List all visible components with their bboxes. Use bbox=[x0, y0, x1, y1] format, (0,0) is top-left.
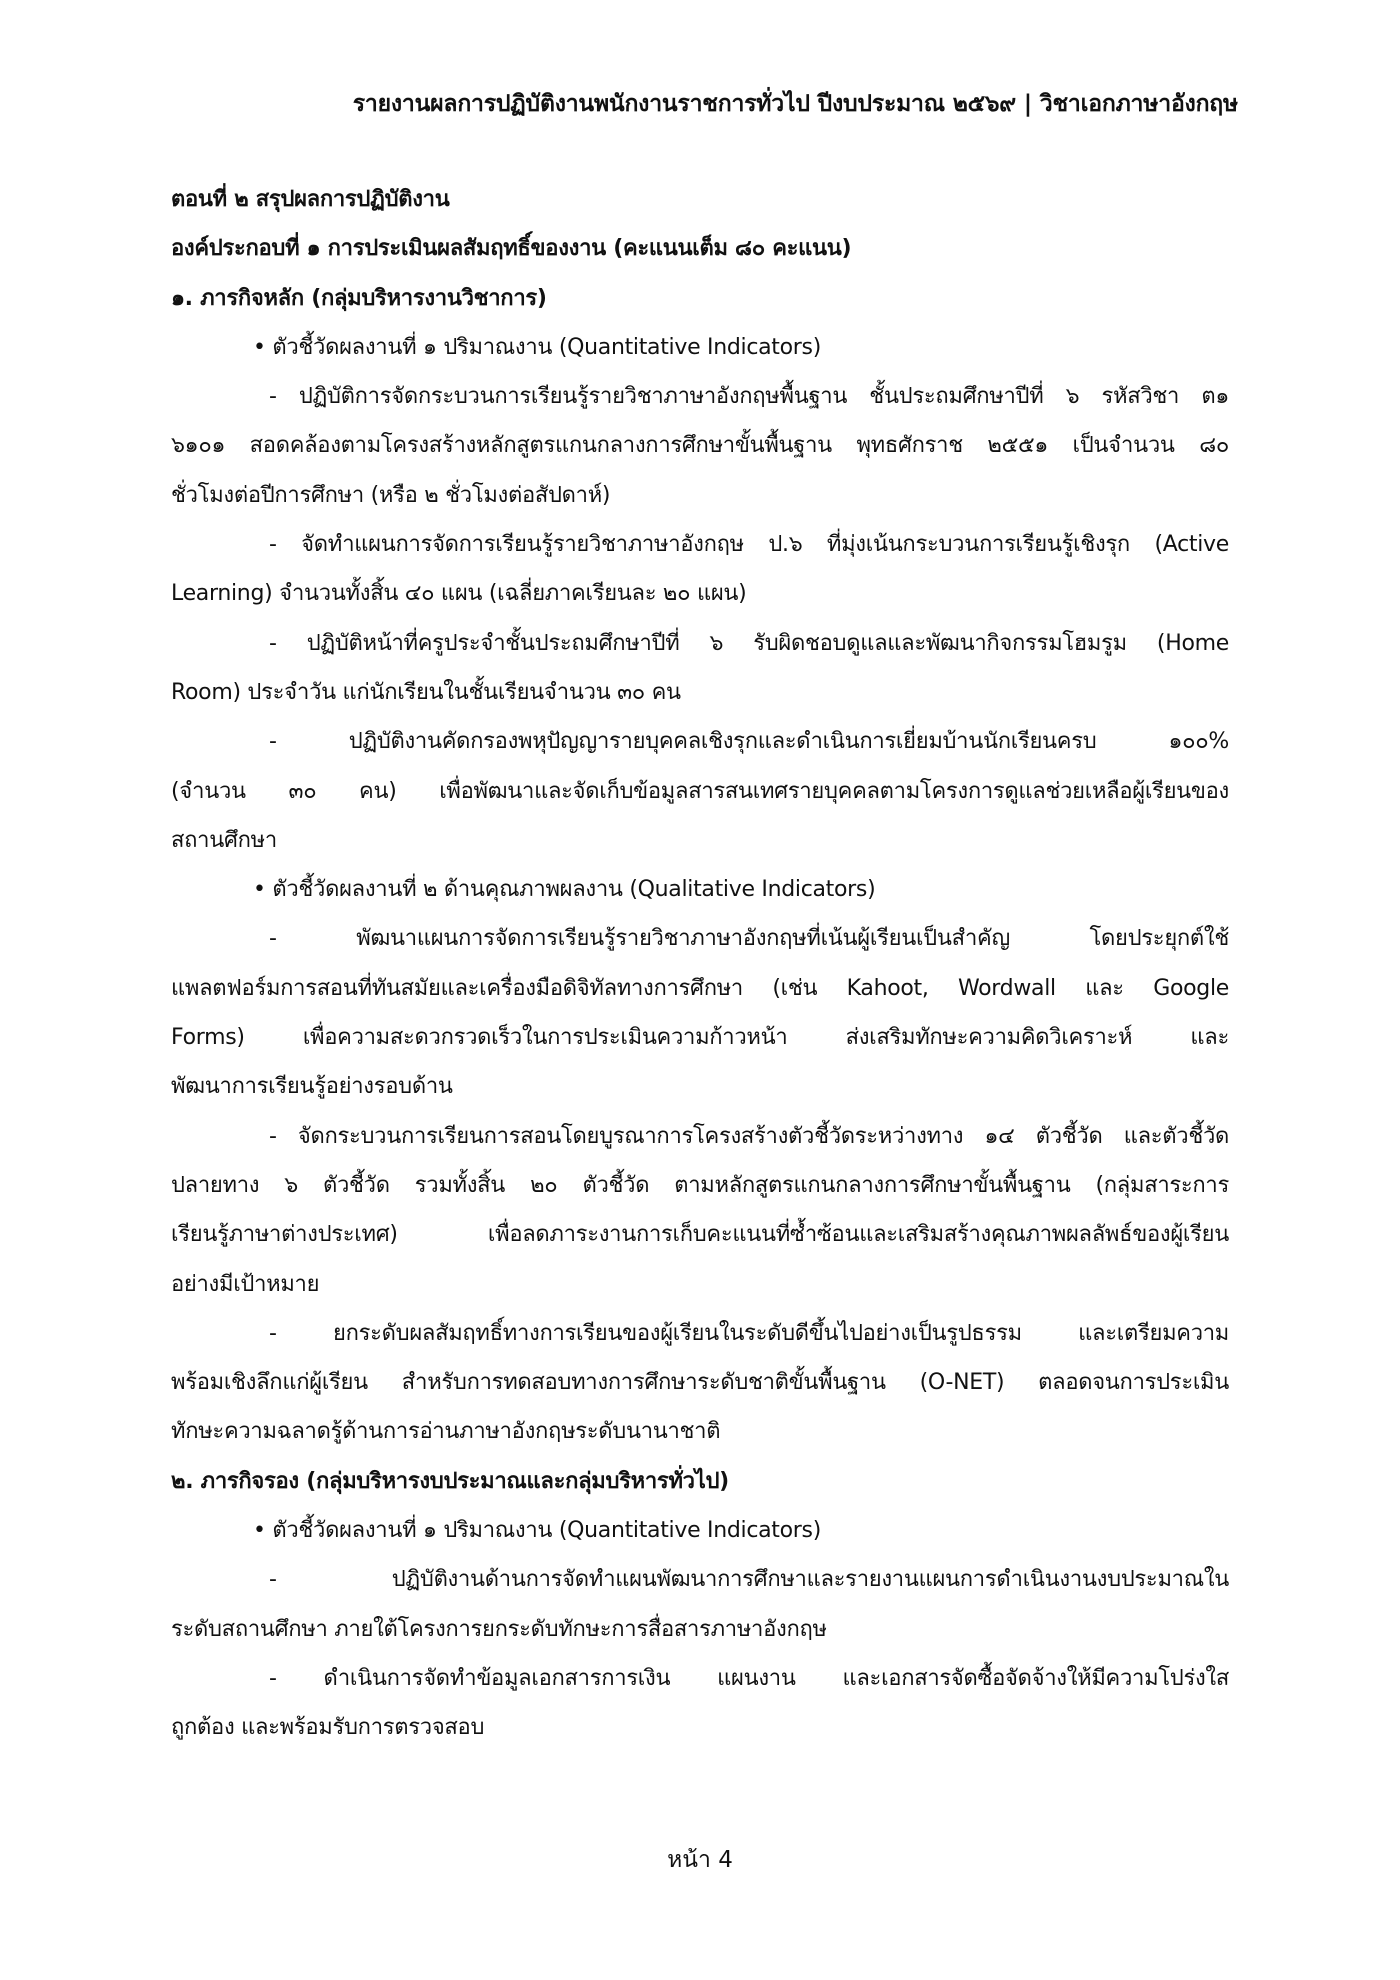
paragraph-line: ชั่วโมงต่อปีการศึกษา (หรือ ๒ ชั่วโมงต่อสัปดาห์) bbox=[171, 482, 611, 508]
paragraph-line: ปลายทาง ๖ ตัวชี้วัด รวมทั้งสิ้น ๒๐ ตัวชี้วัด ตามหลักสูตรแกนกลางการศึกษาขั้นพื้นฐาน (กลุ่มสาระการ bbox=[171, 1172, 1229, 1198]
indicator-1-label: • ตัวชี้วัดผลงานที่ ๑ ปริมาณงาน (Quantitative Indicators) bbox=[253, 1518, 821, 1544]
section-2-title: ๒. ภารกิจรอง (กลุ่มบริหารงบประมาณและกลุ่มบริหารทั่วไป) bbox=[171, 1468, 729, 1494]
paragraph-line: - ปฏิบัติหน้าที่ครูประจำชั้นประถมศึกษาปีที่ ๖ รับผิดชอบดูแลและพัฒนากิจกรรมโฮมรูม (Home bbox=[269, 630, 1229, 656]
paragraph-line: (จำนวน ๓๐ คน) เพื่อพัฒนาและจัดเก็บข้อมูลสารสนเทศรายบุคคลตามโครงการดูแลช่วยเหลือผู้เรียนของ bbox=[171, 778, 1229, 804]
paragraph-line: - จัดทำแผนการจัดการเรียนรู้รายวิชาภาษาอังกฤษ ป.๖ ที่มุ่งเน้นกระบวนการเรียนรู้เชิงรุก (Active bbox=[269, 532, 1229, 558]
paragraph-line: - ยกระดับผลสัมฤทธิ์ทางการเรียนของผู้เรียนในระดับดีขึ้นไปอย่างเป็นรูปธรรม และเตรียมความ bbox=[269, 1320, 1229, 1346]
paragraph-line: เรียนรู้ภาษาต่างประเทศ) เพื่อลดภาระงานการเก็บคะแนนที่ซ้ำซ้อนและเสริมสร้างคุณภาพผลลัพธ์ของผู้เรียน bbox=[171, 1222, 1229, 1248]
list-item bbox=[171, 1112, 1229, 1309]
paragraph-line: Room) ประจำวัน แก่นักเรียนในชั้นเรียนจำนวน ๓๐ คน bbox=[171, 679, 681, 705]
component-title: องค์ประกอบที่ ๑ การประเมินผลสัมฤทธิ์ของงาน (คะแนนเต็ม ๘๐ คะแนน) bbox=[171, 236, 852, 262]
paragraph-line: สถานศึกษา bbox=[171, 827, 277, 853]
paragraph-line: ระดับสถานศึกษา ภายใต้โครงการยกระดับทักษะการสื่อสารภาษาอังกฤษ bbox=[171, 1616, 827, 1642]
part-title: ตอนที่ ๒ สรุปผลการปฏิบัติงาน bbox=[171, 187, 450, 212]
paragraph-line: พร้อมเชิงลึกแก่ผู้เรียน สำหรับการทดสอบทางการศึกษาระดับชาติขั้นพื้นฐาน (O-NET) ตลอดจนการประเมิน bbox=[171, 1370, 1229, 1396]
paragraph-line: - จัดกระบวนการเรียนการสอนโดยบูรณาการโครงสร้างตัวชี้วัดระหว่างทาง ๑๔ ตัวชี้วัด และตัวชี้วัด bbox=[269, 1123, 1229, 1149]
list-item bbox=[171, 520, 1229, 619]
paragraph-line: - ปฏิบัติงานด้านการจัดทำแผนพัฒนาการศึกษาและรายงานแผนการดำเนินงานงบประมาณใน bbox=[269, 1567, 1229, 1593]
paragraph-line: ทักษะความฉลาดรู้ด้านการอ่านภาษาอังกฤษระดับนานาชาติ bbox=[171, 1419, 721, 1445]
paragraph-line: อย่างมีเป้าหมาย bbox=[171, 1271, 320, 1297]
paragraph-line: แพลตฟอร์มการสอนที่ทันสมัยและเครื่องมือดิจิทัลทางการศึกษา (เช่น Kahoot, Wordwall และ Google bbox=[171, 975, 1229, 1001]
paragraph-line: Learning) จำนวนทั้งสิ้น ๔๐ แผน (เฉลี่ยภาคเรียนละ ๒๐ แผน) bbox=[171, 581, 747, 607]
indicator-1-label: • ตัวชี้วัดผลงานที่ ๑ ปริมาณงาน (Quantitative Indicators) bbox=[253, 334, 821, 360]
section-1-title: ๑. ภารกิจหลัก (กลุ่มบริหารงานวิชาการ) bbox=[171, 285, 547, 311]
page-number: หน้า 4 bbox=[667, 1847, 733, 1873]
running-header: รายงานผลการปฏิบัติงานพนักงานราชการทั่วไป ปีงบประมาณ ๒๕๖๙ | วิชาเอกภาษาอังกฤษ bbox=[352, 91, 1238, 117]
paragraph-line: ถูกต้อง และพร้อมรับการตรวจสอบ bbox=[171, 1715, 485, 1741]
list-item bbox=[171, 1555, 1229, 1654]
list-item bbox=[171, 717, 1229, 865]
list-item bbox=[171, 619, 1229, 718]
paragraph-line: Forms) เพื่อความสะดวกรวดเร็วในการประเมินความก้าวหน้า ส่งเสริมทักษะความคิดวิเคราะห์ และ bbox=[171, 1025, 1229, 1051]
list-item bbox=[171, 372, 1229, 520]
list-item bbox=[171, 1309, 1229, 1457]
paragraph-line: - ปฏิบัติงานคัดกรองพหุปัญญารายบุคคลเชิงรุกและดำเนินการเยี่ยมบ้านนักเรียนครบ ๑๐๐% bbox=[269, 729, 1229, 755]
list-item bbox=[171, 1654, 1229, 1753]
paragraph-line: - ปฏิบัติการจัดกระบวนการเรียนรู้รายวิชาภาษาอังกฤษพื้นฐาน ชั้นประถมศึกษาปีที่ ๖ รหัสวิชา ต๑ bbox=[269, 384, 1229, 410]
paragraph-line: พัฒนาการเรียนรู้อย่างรอบด้าน bbox=[171, 1074, 453, 1100]
list-item bbox=[171, 914, 1229, 1111]
report-body bbox=[171, 175, 1229, 1753]
paragraph-line: - ดำเนินการจัดทำข้อมูลเอกสารการเงิน แผนงาน และเอกสารจัดซื้อจัดจ้างให้มีความโปร่งใส bbox=[269, 1665, 1229, 1691]
indicator-2-label: • ตัวชี้วัดผลงานที่ ๒ ด้านคุณภาพผลงาน (Qualitative Indicators) bbox=[253, 877, 876, 903]
paragraph-line: - พัฒนาแผนการจัดการเรียนรู้รายวิชาภาษาอังกฤษที่เน้นผู้เรียนเป็นสำคัญ โดยประยุกต์ใช้ bbox=[269, 926, 1229, 952]
paragraph-line: ๖๑๐๑ สอดคล้องตามโครงสร้างหลักสูตรแกนกลางการศึกษาขั้นพื้นฐาน พุทธศักราช ๒๕๕๑ เป็นจำนวน ๘๐ bbox=[171, 433, 1229, 459]
